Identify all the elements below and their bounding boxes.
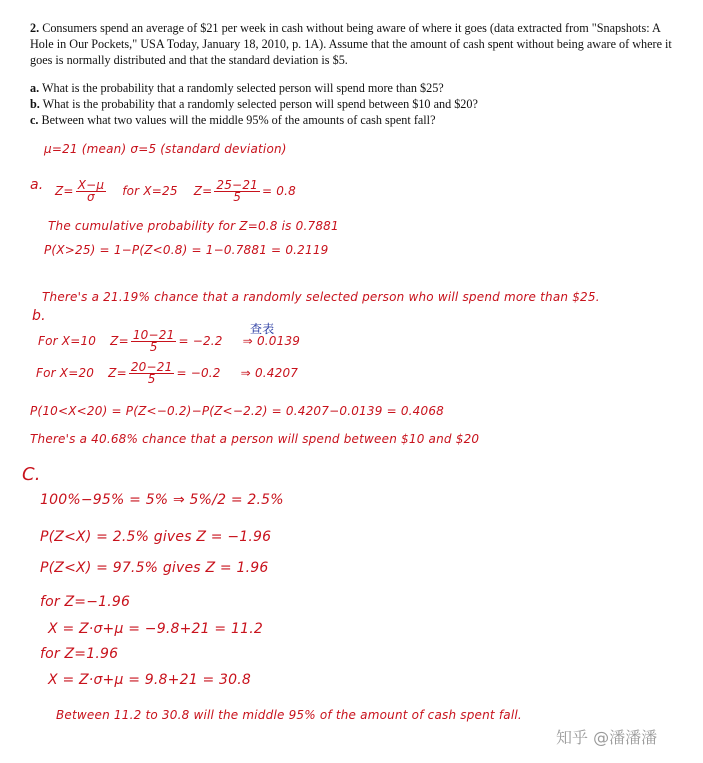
question-c-text: Between what two values will the middle 95% of the amounts of cash spent fall? [41,113,436,127]
question-c-label: c. [30,113,39,127]
z-formula-lhs: Z= [55,184,74,198]
x10-numerator: 10−21 [132,328,175,342]
probability-calc-a: P(X>25) = 1−P(Z<0.8) = 1−0.7881 = 0.2119 [44,243,329,257]
lookup-table-note: 查表 [250,322,275,336]
c-step-1: 100%−95% = 5% ⇒ 5%/2 = 2.5% [40,492,284,508]
x20-lookup: ⇒ 0.4207 [240,366,299,380]
question-c [30,112,680,128]
question-a-text: What is the probability that a randomly selected person will spend more than $25? [41,81,444,95]
x20-fraction [129,362,175,385]
part-b-label: b. [32,308,46,324]
question-a-label: a. [30,81,40,95]
x-value-a: for X=25 [122,184,178,198]
x10-label: For X=10 [38,334,97,348]
x10-denominator: 5 [149,340,158,354]
c-step-4: for Z=−1.96 [40,594,131,610]
z-calc-x10 [38,330,300,353]
probability-calc-b: P(10<X<20) = P(Z<−0.2)−P(Z<−2.2) = 0.4207−0.0139 = 0.4068 [30,404,445,418]
c-step-7: X = Z·σ+μ = 9.8+21 = 30.8 [48,672,252,688]
x20-z-lhs: Z= [108,366,127,380]
z-calc-a-denominator: 5 [233,190,242,204]
z-formula-denominator: σ [87,190,95,204]
c-step-6: for Z=1.96 [40,646,119,662]
part-a-label: a. [30,177,44,193]
question-b-text: What is the probability that a randomly selected person will spend between $10 and $20? [42,97,478,111]
z-calc-a-lhs: Z= [193,184,213,198]
x10-fraction [131,330,177,353]
part-c-label: C. [22,464,41,485]
x10-z-lhs: Z= [110,334,129,348]
problem-number: 2. [30,21,40,35]
conclusion-c: Between 11.2 to 30.8 will the middle 95% of the amount of cash spent fall. [56,708,522,722]
conclusion-b: There's a 40.68% chance that a person will spend between $10 and $20 [30,432,480,446]
z-formula-fraction [76,180,107,203]
given-values: μ=21 (mean) σ=5 (standard deviation) [44,142,287,156]
problem-intro-text: Consumers spend an average of $21 per week in cash without being aware of where it goes (data extracted from "Snapshots: A Hole in Our Pockets," USA Today, January 18, 2010, p. 1A). Assume that the amount of cash spent without being aware of where it goes is normally distributed and that the standard deviation is $5. [30,21,672,67]
c-step-3: P(Z<X) = 97.5% gives Z = 1.96 [40,560,269,576]
z-calc-a-fraction [214,180,260,203]
x10-lookup: ⇒ 0.0139 [242,334,301,348]
z-calc-a-result: = 0.8 [261,184,296,198]
x10-result: = −2.2 [178,334,223,348]
cumulative-probability-a: The cumulative probability for Z=0.8 is 0.7881 [48,219,339,233]
z-formula-numerator: X−μ [77,178,105,192]
c-step-5: X = Z·σ+μ = −9.8+21 = 11.2 [48,621,263,637]
z-calc-a-numerator: 25−21 [216,178,258,192]
c-step-2: P(Z<X) = 2.5% gives Z = −1.96 [40,529,272,545]
watermark: 知乎 @潘潘潘 [556,728,658,747]
conclusion-a: There's a 21.19% chance that a randomly selected person who will spend more than $25. [42,290,600,304]
problem-statement [30,20,680,128]
question-b-label: b. [30,97,40,111]
x20-label: For X=20 [36,366,95,380]
question-a [30,80,680,96]
problem-intro [30,20,680,68]
z-calc-x20 [36,362,298,385]
x20-numerator: 20−21 [130,360,173,374]
question-b [30,96,680,112]
z-formula [55,180,296,203]
x20-result: = −0.2 [176,366,221,380]
x20-denominator: 5 [147,372,156,386]
